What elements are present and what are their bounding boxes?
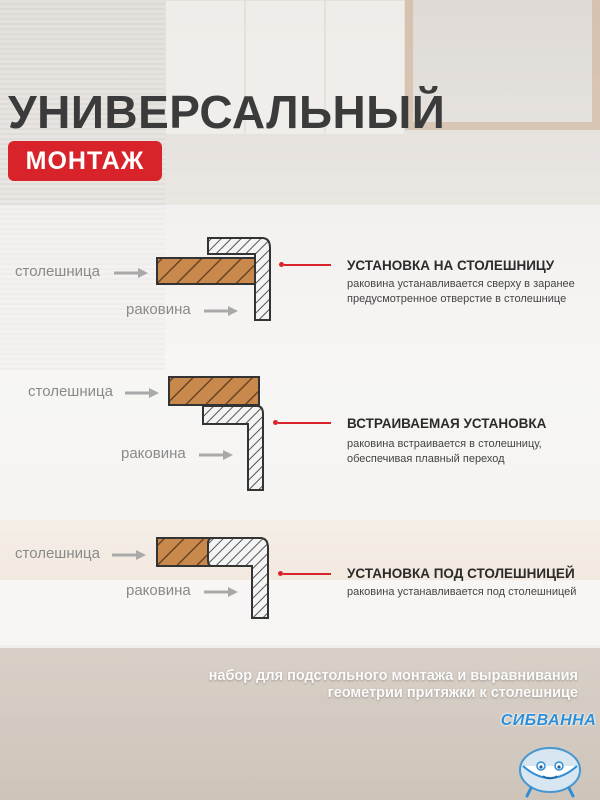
bathtub-icon (515, 730, 585, 798)
arrow-right-icon (125, 388, 159, 398)
label-sink: раковина (121, 445, 186, 462)
mount-badge: МОНТАЖ (8, 141, 162, 181)
builtin-mount-diagram (160, 370, 270, 495)
label-sink: раковина (126, 301, 191, 318)
section-heading: УСТАНОВКА ПОД СТОЛЕШНИЦЕЙ (347, 566, 575, 581)
label-sink: раковина (126, 582, 191, 599)
footer-line-2: геометрии притяжки к столешнице (327, 685, 578, 701)
section-description: раковина устанавливается под столешницей (347, 586, 577, 598)
footer-line-1: набор для подстольного монтажа и выравнивания (208, 668, 578, 684)
section-description: раковина устанавливается сверху в заранее предусмотренное отверстие в столешнице (347, 278, 575, 305)
label-countertop: столешница (15, 263, 100, 280)
page-title: УНИВЕРСАЛЬНЫЙ (8, 86, 446, 138)
section-heading: ВСТРАИВАЕМАЯ УСТАНОВКА (347, 416, 547, 431)
arrow-right-icon (114, 268, 148, 278)
section-heading: УСТАНОВКА НА СТОЛЕШНИЦУ (347, 258, 555, 273)
logo-text: СИБВАННА (500, 712, 597, 729)
countertop-mount-diagram (150, 230, 280, 325)
label-countertop: столешница (15, 545, 100, 562)
footer-caption (138, 668, 578, 702)
undermount-diagram (152, 530, 277, 625)
arrow-right-icon (112, 550, 146, 560)
brand-logo (497, 710, 600, 800)
section-description: раковина встраивается в столешницу, обеспечивая плавный переход (347, 438, 542, 465)
label-countertop: столешница (28, 383, 113, 400)
